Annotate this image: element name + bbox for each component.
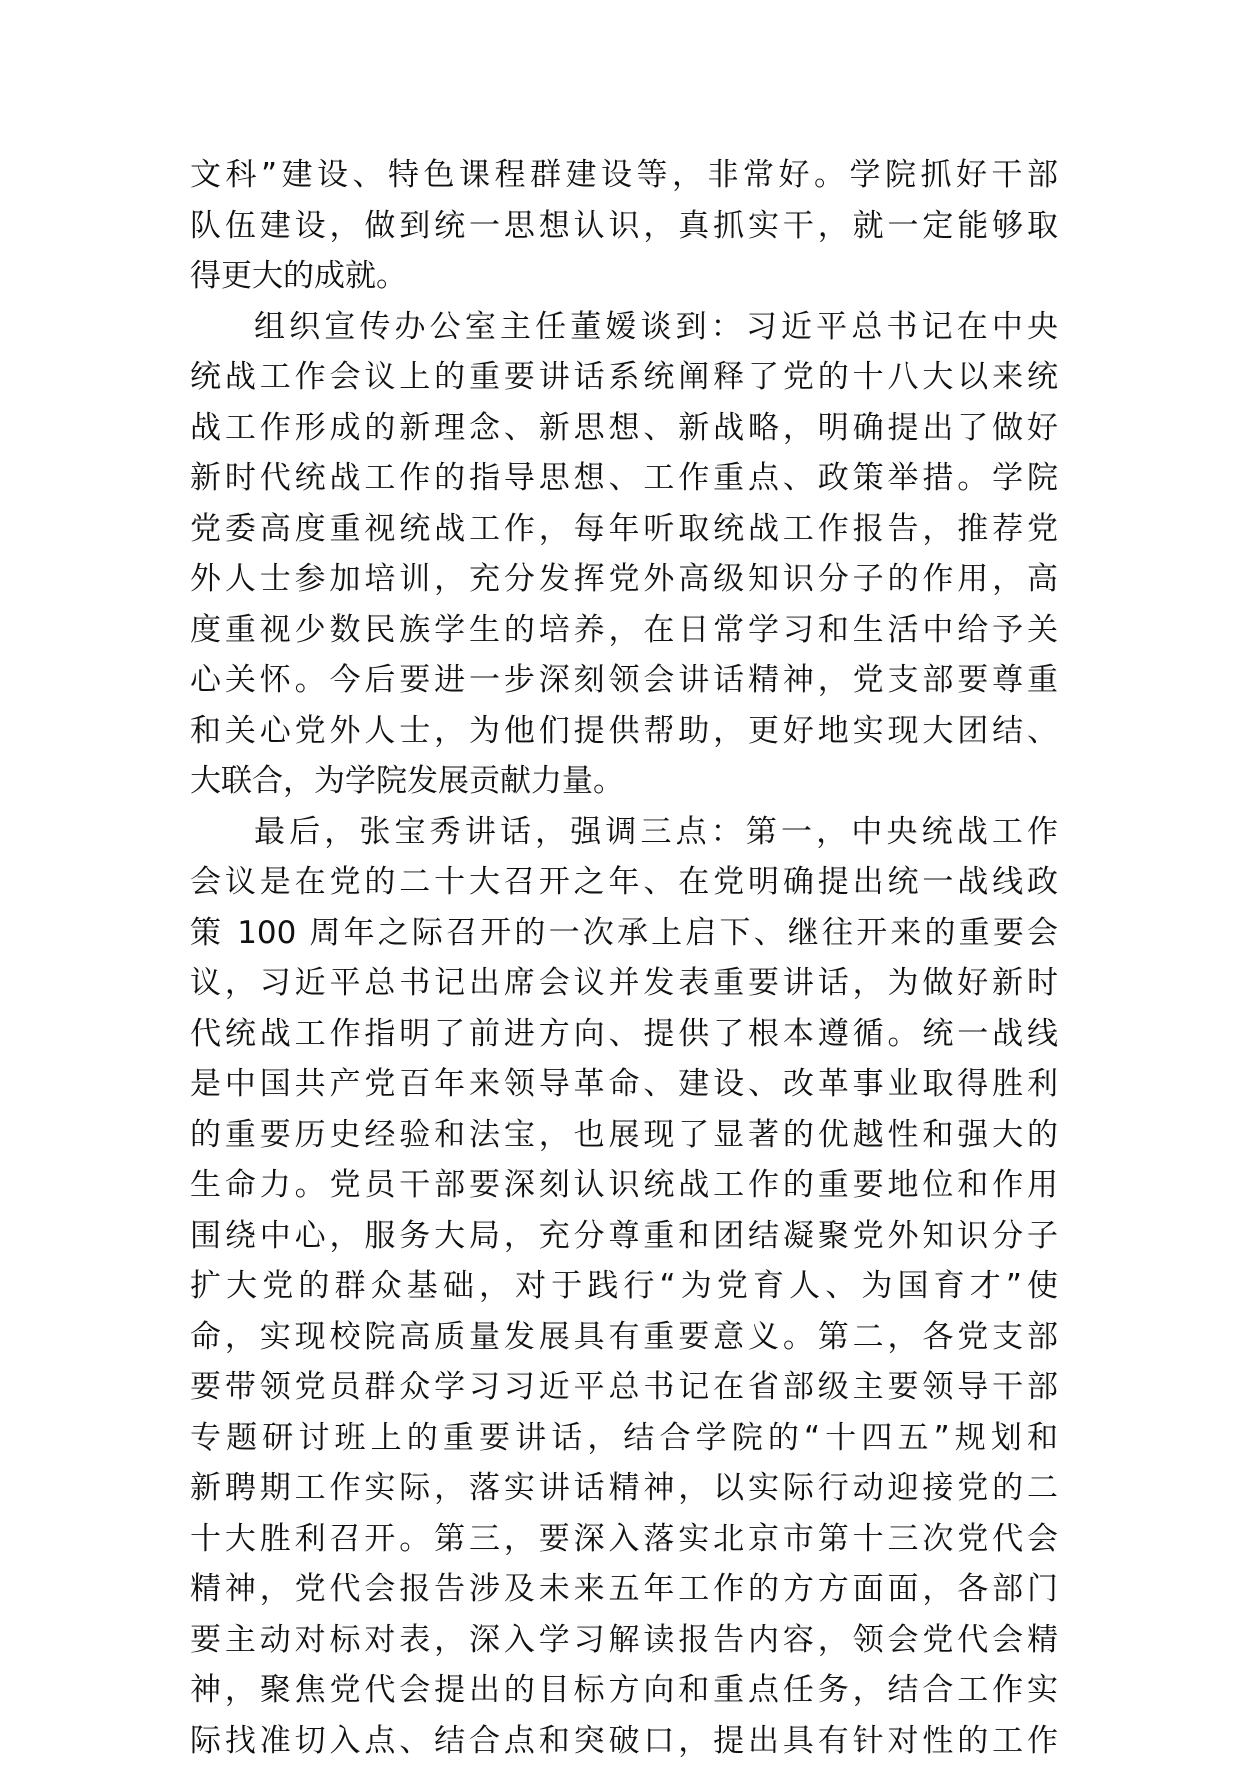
text-line: 文科”建设、特色课程群建设等，非常好。学院抓好干部 <box>190 150 1058 201</box>
text-line: 度重视少数民族学生的培养，在日常学习和生活中给予关 <box>190 605 1058 656</box>
text-line: 代统战工作指明了前进方向、提供了根本遵循。统一战线 <box>190 1009 1058 1060</box>
document-body <box>190 150 1058 1766</box>
text-line: 际找准切入点、结合点和突破口，提出具有针对性的工作 <box>190 1716 1058 1766</box>
text-line: 大联合，为学院发展贡献力量。 <box>190 756 1058 807</box>
text-line: 和关心党外人士，为他们提供帮助，更好地实现大团结、 <box>190 706 1058 757</box>
text-line: 命，实现校院高质量发展具有重要意义。第二，各党支部 <box>190 1312 1058 1363</box>
text-line: 新聘期工作实际，落实讲话精神，以实际行动迎接党的二 <box>190 1463 1058 1514</box>
text-line: 议，习近平总书记出席会议并发表重要讲话，为做好新时 <box>190 958 1058 1009</box>
text-line: 要带领党员群众学习习近平总书记在省部级主要领导干部 <box>190 1362 1058 1413</box>
text-line: 要主动对标对表，深入学习解读报告内容，领会党代会精 <box>190 1615 1058 1666</box>
text-line: 统战工作会议上的重要讲话系统阐释了党的十八大以来统 <box>190 352 1058 403</box>
text-line: 最后，张宝秀讲话，强调三点：第一，中央统战工作 <box>190 807 1058 858</box>
text-line: 专题研讨班上的重要讲话，结合学院的“十四五”规划和 <box>190 1413 1058 1464</box>
text-line: 策 100 周年之际召开的一次承上启下、继往开来的重要会 <box>190 908 1058 959</box>
text-line: 党委高度重视统战工作，每年听取统战工作报告，推荐党 <box>190 504 1058 555</box>
text-line: 神，聚焦党代会提出的目标方向和重点任务，结合工作实 <box>190 1665 1058 1716</box>
text-line: 得更大的成就。 <box>190 251 1058 302</box>
text-line: 是中国共产党百年来领导革命、建设、改革事业取得胜利 <box>190 1059 1058 1110</box>
text-line: 扩大党的群众基础，对于践行“为党育人、为国育才”使 <box>190 1261 1058 1312</box>
text-line: 组织宣传办公室主任董嫒谈到：习近平总书记在中央 <box>190 302 1058 353</box>
text-line: 战工作形成的新理念、新思想、新战略，明确提出了做好 <box>190 403 1058 454</box>
text-line: 精神，党代会报告涉及未来五年工作的方方面面，各部门 <box>190 1564 1058 1615</box>
text-line: 十大胜利召开。第三，要深入落实北京市第十三次党代会 <box>190 1514 1058 1565</box>
text-line: 围绕中心，服务大局，充分尊重和团结凝聚党外知识分子 <box>190 1211 1058 1262</box>
text-line: 队伍建设，做到统一思想认识，真抓实干，就一定能够取 <box>190 201 1058 252</box>
text-line: 新时代统战工作的指导思想、工作重点、政策举措。学院 <box>190 453 1058 504</box>
text-line: 外人士参加培训，充分发挥党外高级知识分子的作用，高 <box>190 554 1058 605</box>
text-line: 心关怀。今后要进一步深刻领会讲话精神，党支部要尊重 <box>190 655 1058 706</box>
text-line: 生命力。党员干部要深刻认识统战工作的重要地位和作用 <box>190 1160 1058 1211</box>
text-line: 会议是在党的二十大召开之年、在党明确提出统一战线政 <box>190 857 1058 908</box>
text-line: 的重要历史经验和法宝，也展现了显著的优越性和强大的 <box>190 1110 1058 1161</box>
